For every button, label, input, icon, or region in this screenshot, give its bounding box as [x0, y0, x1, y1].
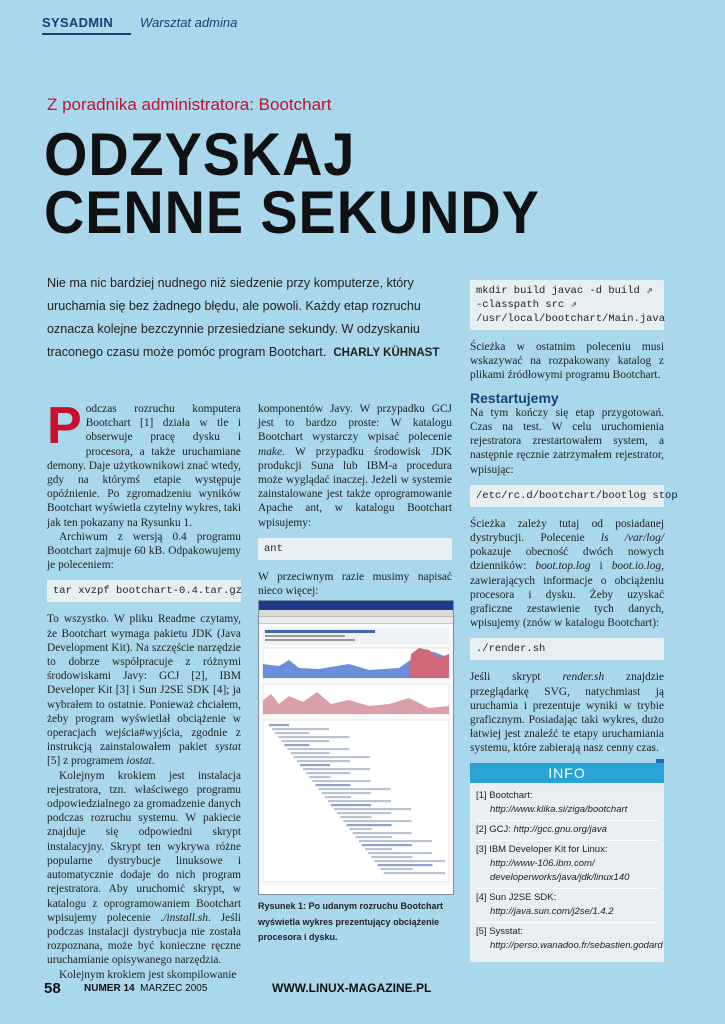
info-label: [2] GCJ:	[476, 824, 511, 835]
process-bar	[319, 788, 391, 790]
info-item	[476, 841, 658, 889]
graph-header-line	[265, 639, 355, 641]
figure-toolbar	[259, 617, 453, 624]
figure-body	[259, 624, 453, 886]
info-link[interactable]: http://www-106.ibm.com/ developerworks/java/jdk/linux140	[490, 858, 630, 883]
issue-info	[84, 983, 207, 994]
process-bar	[303, 768, 370, 770]
paragraph	[47, 397, 241, 530]
process-bar	[378, 864, 433, 866]
emphasis: boot.io.log	[611, 560, 662, 573]
section-tag: SYSADMIN	[42, 15, 114, 30]
process-bar	[312, 780, 370, 782]
process-bar	[300, 764, 330, 766]
subheading: Restartujemy	[470, 389, 559, 406]
process-bar	[328, 800, 391, 802]
process-bar	[306, 772, 350, 774]
title-line-1: ODZYSKAJ	[44, 121, 356, 188]
paragraph-text: komponentów Javy. W przypadku GCJ jest to bardzo proste: W katalogu Bootchart wystarczy wpisać polecenie	[258, 403, 452, 444]
issue-date: MARZEC 2005	[140, 983, 208, 994]
paragraph-text: i	[599, 560, 603, 573]
info-item	[476, 821, 658, 841]
process-bar	[334, 808, 411, 810]
header-bar	[0, 0, 725, 34]
paragraph-text: Jeśli skrypt	[470, 671, 541, 684]
emphasis: systat	[215, 741, 241, 754]
process-bar	[316, 784, 351, 786]
paragraph: Kolejnym krokiem jest skompilowanie	[59, 968, 237, 981]
process-bar	[325, 796, 351, 798]
paragraph: To wszystko. W pliku Readme czytamy, że Bootchart wymaga pakietu JDK (Java Development Kit). Na szczęście narzędzie to dobrze współpracuje z różnymi środowiskami Javy: GCJ [2], IBM Developer Kit [3] i Sun J2SE SDK [4]; ja wybrałem to ostatnie. Ponieważ chciałem, żeby program wyświetlał obciążenie w operacjach wejścia#wyjścia, zgodnie z instrukcją zainstalowałem pakiet systat [5] z programem iostat.	[47, 613, 241, 768]
process-bar	[269, 724, 289, 726]
emphasis: render.sh	[562, 671, 605, 684]
paragraph-text: W przypadku środowisk JDK produkcji Suna lub IBM-a procedura może wyglądać inaczej. Jeżeli w systemie zainstalowane jest także oprogramowanie Apache ant, w katalogu Bootchart wpisujemy:	[258, 445, 452, 529]
info-title: INFO	[470, 763, 664, 783]
process-bar	[340, 816, 371, 818]
process-bar	[347, 824, 392, 826]
process-bar	[331, 804, 371, 806]
graph-header-line	[265, 630, 375, 633]
paragraph: Kolejnym krokiem jest instalacja rejestratora, tzn. właściwego programu odpowiedzialnego za gromadzenie danych podczas rozruchu systemu. W pakiecie znajduje się odpowiedni skrypt instalacyjny. Skrypt ten wykrywa różne popularne dystrybucje linuksowe i automatycznie dodaje do nich program rejestratora. Aby uruchomić skrypt, w katalogu z oprogramowaniem Bootchart wpisujemy polecenie ./install.sh. Jeśli podczas instalacji dystrybucja nie została rozpoznana, może być konieczne ręczne uruchamianie opisywanego narzędzia.	[47, 769, 241, 967]
process-bar	[356, 836, 392, 838]
code-block: tar xvzpf bootchart-0.4.tar.gz	[47, 580, 241, 602]
process-bar	[278, 736, 349, 738]
info-item	[476, 787, 658, 821]
paragraph-text: znajdzie przeglądarkę SVG, natychmiast ją uruchamia i prezentuje wyniki w trybie graficznym. Posiadając taki wykres, dużo łatwiej jest znaleźć te etapy uruchamiania systemu, które zabierają nasz cenny czas.	[470, 671, 664, 755]
process-bar	[272, 728, 329, 730]
paragraph: Na tym kończy się etap przygotowań. Czas na test. W celu uruchomienia rejestratora zrestartowałem system, a następnie ręcznie zatrzymałem rejestrator, wpisując:	[470, 406, 664, 476]
bootchart-graph	[259, 624, 453, 886]
drop-cap: P	[47, 397, 82, 455]
author: CHARLY KÜHNAST	[333, 347, 440, 359]
emphasis: ls /var/log/	[600, 532, 664, 545]
paragraph: W przeciwnym razie musimy napisać nieco więcej:	[258, 570, 452, 598]
process-bar	[275, 732, 309, 734]
paragraph-text: [5] z programem	[47, 755, 124, 768]
paragraph-text: Ścieżka zależy tutaj od posiadanej dystrybucji. Polecenie	[470, 517, 664, 545]
process-bar	[294, 756, 370, 758]
process-bar	[371, 856, 412, 858]
code-block: /etc/rc.d/bootchart/bootlog stop	[470, 485, 664, 507]
page-number: 58	[44, 980, 61, 997]
article-kicker: Z poradnika administratora: Bootchart	[47, 95, 332, 114]
paragraph: Ścieżka w ostatnim poleceniu musi wskazywać na rozpakowany katalog z plikami źródłowymi programu Bootchart.	[470, 341, 664, 382]
lead-text: Nie ma nic bardziej nudnego niż siedzenie przy komputerze, który uruchamia się bez żadnego błędu, ale powoli. Każdy etap rozruchu oznacza kolejne bezczynnie przesiedziane sekundy. W odzyskaniu traconego czasu może pomóc program Bootchart.	[47, 276, 421, 359]
info-label: [3] IBM Developer Kit for Linux:	[476, 844, 608, 855]
process-bar	[374, 860, 445, 862]
process-bar	[322, 792, 371, 794]
site-url[interactable]: WWW.LINUX-MAGAZINE.PL	[272, 981, 432, 995]
article-lead	[47, 272, 447, 365]
info-label: [4] Sun J2SE SDK:	[476, 892, 557, 903]
info-link[interactable]: http://www.klika.si/ziga/bootchart	[490, 804, 628, 815]
process-bar	[368, 852, 432, 854]
info-box	[470, 763, 664, 962]
info-list	[470, 783, 664, 962]
info-link[interactable]: http://perso.wanadoo.fr/sebastien.godard	[490, 940, 663, 951]
column-1	[47, 397, 243, 982]
info-label: [1] Bootchart:	[476, 790, 533, 801]
process-bar	[288, 748, 350, 750]
code-block: ant	[258, 538, 452, 560]
process-bar	[343, 820, 411, 822]
info-item	[476, 923, 663, 956]
paragraph-text: To wszystko. W pliku Readme czytamy, że Bootchart wymaga pakietu JDK (Java Development Kit). Na szczęście narzędzie to dobrze współpracuje z różnymi środowiskami Javy: GCJ [2], IBM Developer Kit [3] i Sun J2SE SDK [4]; ja wybrałem to ostatnie. Ponieważ chciałem, żeby program wyświetlał obciążenie w operacjach wejścia#wyjścia, zgodnie z instrukcją zainstalowałem pakiet	[47, 613, 241, 754]
emphasis: boot.top.log	[535, 560, 591, 573]
issue-number: NUMER 14	[84, 983, 135, 994]
process-bar	[337, 812, 391, 814]
code-block: mkdir build javac -d build ⇗ -classpath src ⇗ /usr/local/bootchart/Main.java	[470, 280, 664, 330]
info-item	[476, 889, 658, 923]
process-bar	[285, 744, 310, 746]
emphasis: iostat	[126, 755, 152, 768]
emphasis: make	[258, 445, 283, 458]
process-bar	[291, 752, 330, 754]
emphasis: ./install.sh	[160, 911, 208, 924]
paragraph-text: pokazuje obecność dwóch nowych dzienników:	[470, 546, 664, 573]
graph-header-line	[265, 635, 345, 637]
figure-menubar	[259, 610, 453, 617]
process-bar	[353, 832, 412, 834]
process-bar	[384, 872, 445, 874]
paragraph: komponentów Javy. W przypadku GCJ jest to bardzo proste: W katalogu Bootchart wystarczy wpisać polecenie make. W przypadku środowisk JDK produkcji Suna lub IBM-a procedura może wyglądać inaczej. Jeżeli w systemie zainstalowane jest także oprogramowanie Apache ant, w katalogu Bootchart wpisujemy:	[258, 403, 452, 529]
column-3	[470, 280, 678, 767]
paragraph	[470, 517, 664, 631]
paragraph	[470, 670, 664, 755]
process-bar	[350, 828, 372, 830]
process-bar	[297, 760, 350, 762]
section-subtitle: Warsztat admina	[140, 15, 238, 30]
process-bar	[362, 844, 412, 846]
figure-caption: Rysunek 1: Po udanym rozruchu Bootchart wyświetla wykres prezentujący obciążenie procesora i dysku.	[258, 901, 444, 942]
code-block: ./render.sh	[470, 638, 664, 660]
figure-titlebar	[259, 601, 453, 610]
process-bar	[359, 840, 432, 842]
article-title	[44, 121, 540, 246]
title-line-2: CENNE SEKUNDY	[44, 179, 540, 246]
paragraph-text: Kolejnym krokiem jest instalacja rejestratora, tzn. właściwego programu odpowiedzialnego za gromadzenie danych podczas rozruchu systemu. W pakiecie znajduje się odpowiedni skrypt instalacyjny. Skrypt ten wykrywa różne popularne dystrybucje linuksowe i automatycznie dodaje do nich program rejestratora. Aby uruchomić skrypt, w katalogu z oprogramowaniem Bootchart wpisujemy polecenie	[47, 769, 241, 924]
process-bar	[365, 848, 392, 850]
process-bar	[281, 740, 329, 742]
paragraph-text: odczas rozruchu komputera Bootchart [1] działa w tle i obserwuje pracę dysku i procesora, a także uruchamiane demony. Daje użytkownikowi znać wtedy, gdy na którymś etapie występuje opóźnienie. Po zgromadzeniu wyników Bootchart wyświetla czytelny wykres, taki jak ten pokazany na Rysunku 1.	[47, 403, 241, 529]
info-label: [5] Sysstat:	[476, 926, 523, 937]
info-link[interactable]: http://gcc.gnu.org/java	[513, 824, 607, 835]
figure-screenshot	[258, 600, 454, 895]
paragraph-text: , zawierających informacje o obciążeniu procesora i dysku. Żeby uzyskać graficzne zestawienie tych danych, wpisujemy (znów w katalogu Bootchart):	[470, 560, 664, 630]
process-bar	[381, 868, 413, 870]
process-bar	[309, 776, 330, 778]
column-2	[258, 402, 452, 598]
info-link[interactable]: http://java.sun.com/j2se/1.4.2	[490, 906, 614, 917]
paragraph: Archiwum z wersją 0.4 programu Bootchart zajmuje 60 kB. Odpakowujemy je poleceniem:	[47, 530, 241, 572]
paragraph-text: Jeśli podczas instalacji dystrybucja nie została rozpoznana, może być konieczne ręczne uruchamianie opisywanego narzędzia.	[47, 911, 241, 967]
